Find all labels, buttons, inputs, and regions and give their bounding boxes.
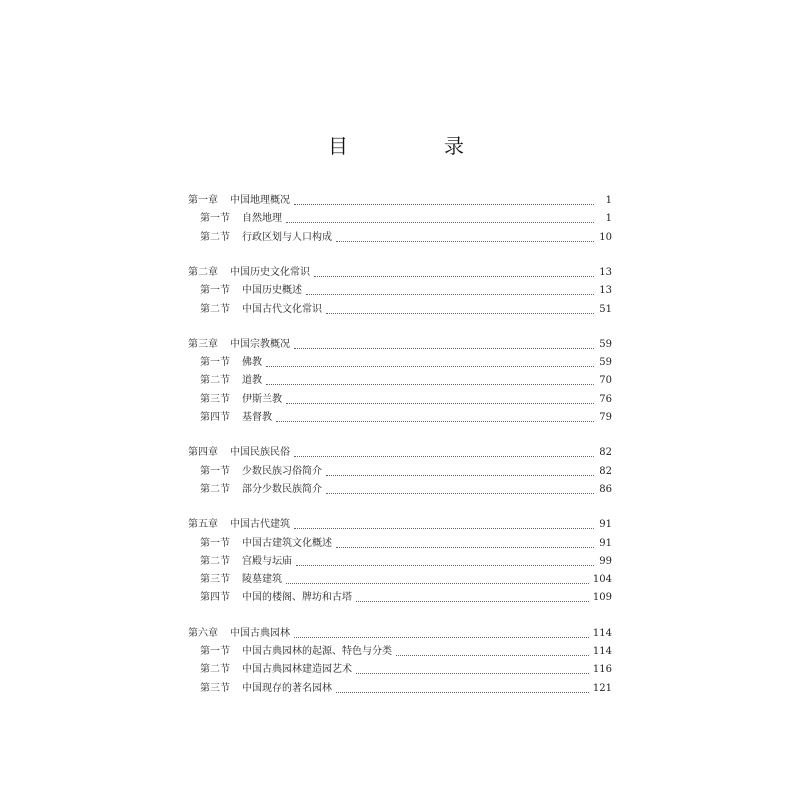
toc-entry-title: 中国现存的著名园林 — [242, 683, 332, 694]
toc-page-number: 109 — [592, 592, 612, 603]
toc-leader-dots — [336, 240, 594, 242]
toc-chapter-row — [188, 192, 612, 210]
toc-entry-number: 第一节 — [200, 646, 230, 657]
toc-chapter-row — [188, 625, 612, 643]
toc-entry-number: 第二节 — [200, 232, 230, 243]
toc-section-row — [188, 409, 612, 427]
toc-page-number: 76 — [599, 394, 612, 405]
toc-section-row — [188, 210, 612, 228]
toc-entry-title: 中国古典园林 — [230, 628, 290, 639]
toc-entry-title: 中国古典园林的起源、特色与分类 — [242, 646, 392, 657]
toc-section-row — [188, 589, 612, 607]
toc-leader-dots — [286, 402, 594, 404]
toc-page-number: 59 — [599, 339, 612, 350]
toc-leader-dots — [306, 293, 594, 295]
toc-section-row — [188, 481, 612, 499]
toc-entry-number: 第二章 — [188, 267, 218, 278]
toc-entry-number: 第三节 — [200, 394, 230, 405]
toc-page-number: 10 — [599, 232, 612, 243]
toc-entry-number: 第六章 — [188, 628, 218, 639]
toc-section-row — [188, 661, 612, 679]
toc-leader-dots — [396, 654, 589, 656]
toc-leader-dots — [314, 275, 594, 277]
toc-page-number: 79 — [599, 412, 612, 423]
toc-leader-dots — [296, 564, 594, 566]
toc-section-row — [188, 354, 612, 372]
toc-page-number: 99 — [599, 556, 612, 567]
toc-entry-title: 自然地理 — [242, 213, 282, 224]
toc-section-row — [188, 229, 612, 247]
toc-entry-number: 第二节 — [200, 304, 230, 315]
toc-entry-number: 第四节 — [200, 592, 230, 603]
page-title: 目 录 — [328, 134, 502, 158]
toc-page-number: 82 — [599, 466, 612, 477]
toc-page-number: 70 — [599, 375, 612, 386]
toc-entry-number: 第二节 — [200, 556, 230, 567]
toc-page-number: 114 — [592, 646, 612, 657]
toc-entry-number: 第三章 — [188, 339, 218, 350]
toc-section-row — [188, 643, 612, 661]
toc-page-number: 13 — [599, 267, 612, 278]
toc-leader-dots — [326, 474, 594, 476]
toc-section-row — [188, 372, 612, 390]
toc-entry-title: 中国民族民俗 — [230, 447, 290, 458]
toc-leader-dots — [294, 636, 589, 638]
toc-section-row — [188, 571, 612, 589]
toc-leader-dots — [294, 347, 594, 349]
toc-entry-title: 陵墓建筑 — [242, 574, 282, 585]
toc-leader-dots — [286, 582, 589, 584]
toc-entry-number: 第一节 — [200, 213, 230, 224]
toc-section-row — [188, 463, 612, 481]
toc-entry-title: 基督教 — [242, 412, 272, 423]
toc-leader-dots — [266, 365, 594, 367]
toc-entry-title: 行政区划与人口构成 — [242, 232, 332, 243]
toc-entry-number: 第三节 — [200, 574, 230, 585]
toc-leader-dots — [294, 527, 594, 529]
toc-entry-number: 第一节 — [200, 285, 230, 296]
toc-entry-title: 佛教 — [242, 357, 262, 368]
toc-entry-title: 道教 — [242, 375, 262, 386]
toc-leader-dots — [266, 383, 594, 385]
toc-page-number: 1 — [605, 213, 612, 224]
toc-leader-dots — [294, 455, 594, 457]
toc-leader-dots — [326, 492, 594, 494]
toc-entry-title: 中国古建筑文化概述 — [242, 538, 332, 549]
toc-page-number: 82 — [599, 447, 612, 458]
toc-page-number: 116 — [592, 664, 612, 675]
toc-page-number: 104 — [592, 574, 612, 585]
toc-entry-number: 第五章 — [188, 519, 218, 530]
toc-leader-dots — [286, 221, 594, 223]
toc-section-row — [188, 535, 612, 553]
toc-entry-title: 中国的楼阁、牌坊和古塔 — [242, 592, 352, 603]
toc-entry-number: 第四节 — [200, 412, 230, 423]
toc-entry-title: 中国地理概况 — [230, 195, 290, 206]
toc-page-number: 59 — [599, 357, 612, 368]
toc-entry-number: 第一节 — [200, 538, 230, 549]
toc-leader-dots — [356, 672, 589, 674]
toc-page-number: 91 — [599, 519, 612, 530]
toc-page-number: 1 — [605, 195, 612, 206]
toc-leader-dots — [326, 312, 594, 314]
toc-entry-title: 中国古代文化常识 — [242, 304, 322, 315]
toc-leader-dots — [336, 691, 589, 693]
toc-chapter-row — [188, 444, 612, 462]
toc-section-row — [188, 301, 612, 319]
toc-page-number: 86 — [599, 484, 612, 495]
toc-page-number: 91 — [599, 538, 612, 549]
toc-section-row — [188, 680, 612, 698]
toc-leader-dots — [356, 600, 589, 602]
toc-entry-title: 宫殿与坛庙 — [242, 556, 292, 567]
toc-page-number: 13 — [599, 285, 612, 296]
toc-entry-number: 第三节 — [200, 683, 230, 694]
toc-entry-title: 少数民族习俗简介 — [242, 466, 322, 477]
toc-section-row — [188, 553, 612, 571]
toc-entry-title: 中国古典园林建造园艺术 — [242, 664, 352, 675]
toc-entry-title: 中国古代建筑 — [230, 519, 290, 530]
toc-leader-dots — [294, 203, 594, 205]
toc-entry-number: 第二节 — [200, 484, 230, 495]
toc-chapter-row — [188, 336, 612, 354]
toc-entry-title: 部分少数民族简介 — [242, 484, 322, 495]
toc-chapter-row — [188, 516, 612, 534]
toc-page-number: 114 — [592, 628, 612, 639]
toc-entry-number: 第二节 — [200, 664, 230, 675]
toc-leader-dots — [276, 420, 594, 422]
toc-entry-title: 中国历史概述 — [242, 285, 302, 296]
toc-entry-title: 中国宗教概况 — [230, 339, 290, 350]
toc-chapter-row — [188, 264, 612, 282]
toc-section-row — [188, 391, 612, 409]
toc-page-number: 121 — [592, 683, 612, 694]
toc-entry-number: 第一章 — [188, 195, 218, 206]
toc-entry-number: 第一节 — [200, 357, 230, 368]
toc-leader-dots — [336, 546, 594, 548]
toc-entry-number: 第二节 — [200, 375, 230, 386]
toc-section-row — [188, 282, 612, 300]
toc-entry-title: 伊斯兰教 — [242, 394, 282, 405]
toc-page-number: 51 — [599, 304, 612, 315]
toc-entry-title: 中国历史文化常识 — [230, 267, 310, 278]
toc-entry-number: 第四章 — [188, 447, 218, 458]
toc-entry-number: 第一节 — [200, 466, 230, 477]
